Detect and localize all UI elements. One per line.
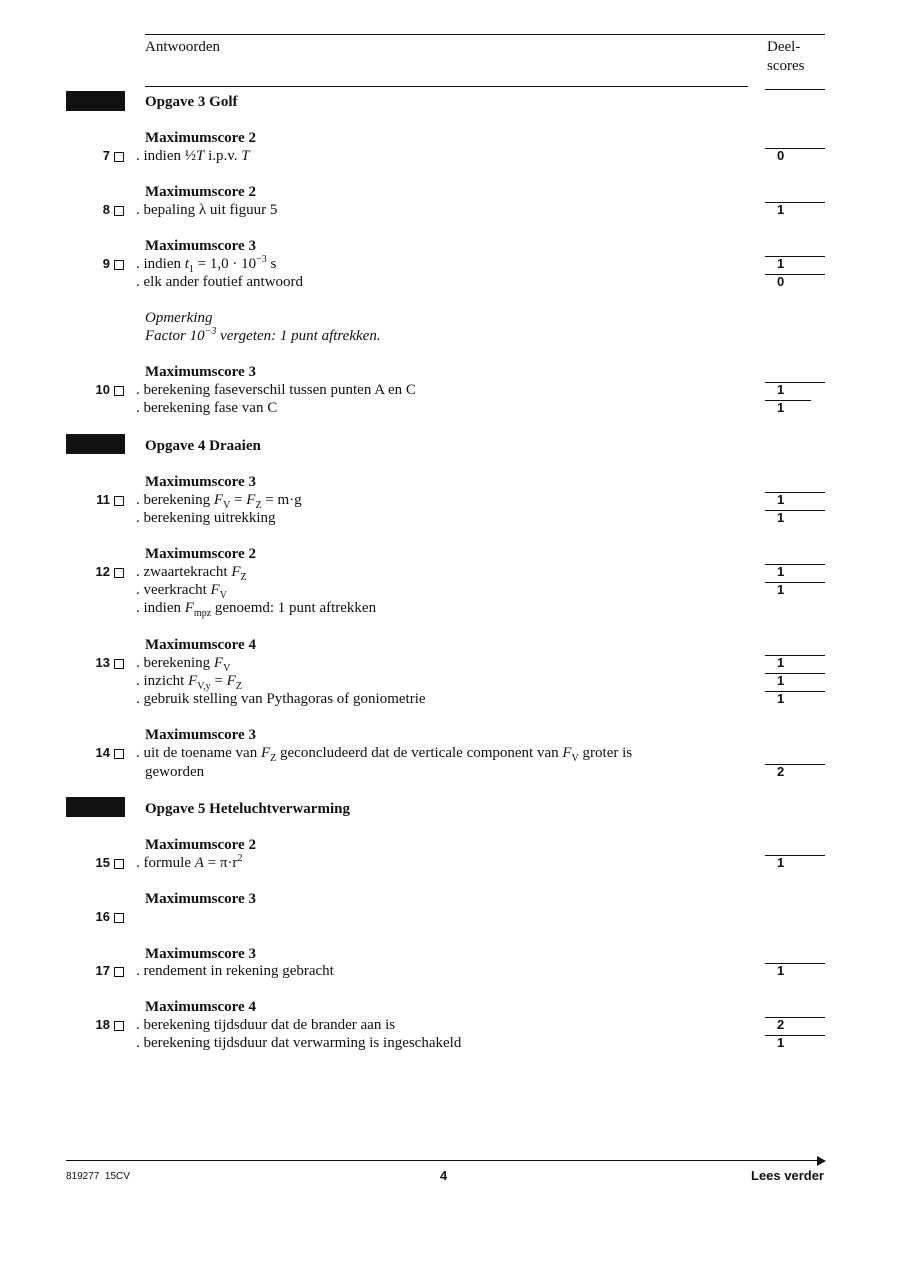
question-checkbox[interactable] <box>114 749 124 759</box>
max-score: Maximumscore 2 <box>145 546 256 562</box>
partial-score: 1 <box>765 400 811 401</box>
arrow-right-icon <box>817 1156 826 1166</box>
answer-item: . berekening $F_V = F_Z = m\cdot g$ <box>136 492 302 511</box>
max-score: Maximumscore 3 <box>145 364 256 380</box>
partial-score: 2 <box>765 764 825 765</box>
max-score: Maximumscore 3 <box>145 946 256 962</box>
max-score: Maximumscore 2 <box>145 837 256 853</box>
scores-header-line2: scores <box>767 58 805 74</box>
section-marker <box>66 797 125 817</box>
max-score: Maximumscore 3 <box>145 891 256 907</box>
question-number: 7 <box>102 148 110 163</box>
answer-item: . indien $F_{mpz}$ genoemd: 1 punt aftrekken <box>136 600 377 619</box>
header-rule-right <box>765 89 825 90</box>
answer-item: . veerkracht $F_V$ <box>136 582 227 601</box>
top-rule <box>145 34 825 35</box>
scores-header-line1: Deel- <box>767 39 801 55</box>
question-checkbox[interactable] <box>114 568 124 578</box>
partial-score: 1 <box>765 1035 825 1036</box>
answer-item: . bepaling λ uit figuur 5 <box>136 202 278 218</box>
remark-title: Opmerking <box>145 310 213 326</box>
header-rule-left <box>145 86 748 87</box>
section-marker <box>66 91 125 111</box>
answer-item: . uit de toename van $F_Z$ geconcludeerd dat de verticale component van $F_V$ groter is <box>136 745 633 764</box>
answer-item: . berekening faseverschil tussen punten A en C <box>136 382 416 398</box>
question-number: 12 <box>95 564 110 579</box>
partial-score: 2 <box>765 1017 825 1018</box>
answer-item: . gebruik stelling van Pythagoras of goniometrie <box>136 691 426 707</box>
answer-item: . rendement in rekening gebracht <box>136 963 334 979</box>
question-checkbox[interactable] <box>114 260 124 270</box>
partial-score: 1 <box>765 582 825 583</box>
exam-code: 819277 15CV <box>66 1171 130 1182</box>
partial-score: 1 <box>765 564 825 565</box>
question-checkbox[interactable] <box>114 859 124 869</box>
partial-score: 0 <box>765 148 825 149</box>
max-score: Maximumscore 4 <box>145 637 256 653</box>
question-number: 18 <box>95 1017 110 1032</box>
section-title: Opgave 4 Draaien <box>145 438 261 454</box>
partial-score: 1 <box>765 510 825 511</box>
question-checkbox[interactable] <box>114 1021 124 1031</box>
partial-score: 1 <box>765 963 825 964</box>
partial-score: 1 <box>765 382 825 383</box>
question-number: 8 <box>102 202 110 217</box>
max-score: Maximumscore 4 <box>145 999 256 1015</box>
continue-label: Lees verder <box>751 1168 824 1183</box>
question-number: 16 <box>95 909 110 924</box>
max-score: Maximumscore 3 <box>145 727 256 743</box>
question-number: 15 <box>95 855 110 870</box>
partial-score: 1 <box>765 655 825 656</box>
answer-item: . inzicht $F_{V,y} = F_Z$ <box>136 673 242 692</box>
answer-item: . formule $A = \pi\cdot r^2$ <box>136 853 243 871</box>
answer-item: . zwaartekracht $F_Z$ <box>136 564 247 583</box>
question-number: 10 <box>95 382 110 397</box>
footer-rule <box>66 1160 818 1161</box>
answer-item: . berekening tijdsduur dat de brander aan is <box>136 1017 396 1033</box>
question-checkbox[interactable] <box>114 152 124 162</box>
question-number: 17 <box>95 963 110 978</box>
answers-header: Antwoorden <box>145 39 220 55</box>
max-score: Maximumscore 2 <box>145 130 256 146</box>
question-checkbox[interactable] <box>114 386 124 396</box>
page-number: 4 <box>440 1168 448 1183</box>
partial-score: 1 <box>765 492 825 493</box>
max-score: Maximumscore 3 <box>145 238 256 254</box>
answer-item: . indien $t_1 = 1,0 \cdot 10^{-3}$ s <box>136 254 277 275</box>
max-score: Maximumscore 2 <box>145 184 256 200</box>
answer-item-continued: geworden <box>145 764 205 780</box>
section-title: Opgave 5 Heteluchtverwarming <box>145 801 350 817</box>
answer-item: . indien ½T i.p.v. T <box>136 148 250 164</box>
partial-score: 1 <box>765 202 825 203</box>
answer-item: . berekening $F_V$ <box>136 655 231 674</box>
remark-text: Factor $10^{-3}$ vergeten: 1 punt aftrekken. <box>145 326 381 344</box>
question-number: 13 <box>95 655 110 670</box>
partial-score: 0 <box>765 274 825 275</box>
question-number: 9 <box>102 256 110 271</box>
answer-item: . elk ander foutief antwoord <box>136 274 304 290</box>
question-checkbox[interactable] <box>114 659 124 669</box>
partial-score: 1 <box>765 855 825 856</box>
answer-item: . berekening tijdsduur dat verwarming is ingeschakeld <box>136 1035 462 1051</box>
question-number: 11 <box>96 492 110 507</box>
question-checkbox[interactable] <box>114 496 124 506</box>
question-checkbox[interactable] <box>114 206 124 216</box>
question-checkbox[interactable] <box>114 967 124 977</box>
section-title: Opgave 3 Golf <box>145 94 238 110</box>
max-score: Maximumscore 3 <box>145 474 256 490</box>
partial-score: 1 <box>765 256 825 257</box>
question-checkbox[interactable] <box>114 913 124 923</box>
section-marker <box>66 434 125 454</box>
answer-item: . berekening fase van C <box>136 400 278 416</box>
partial-score: 1 <box>765 691 825 692</box>
answer-item: . berekening uitrekking <box>136 510 276 526</box>
question-number: 14 <box>95 745 110 760</box>
partial-score: 1 <box>765 673 825 674</box>
